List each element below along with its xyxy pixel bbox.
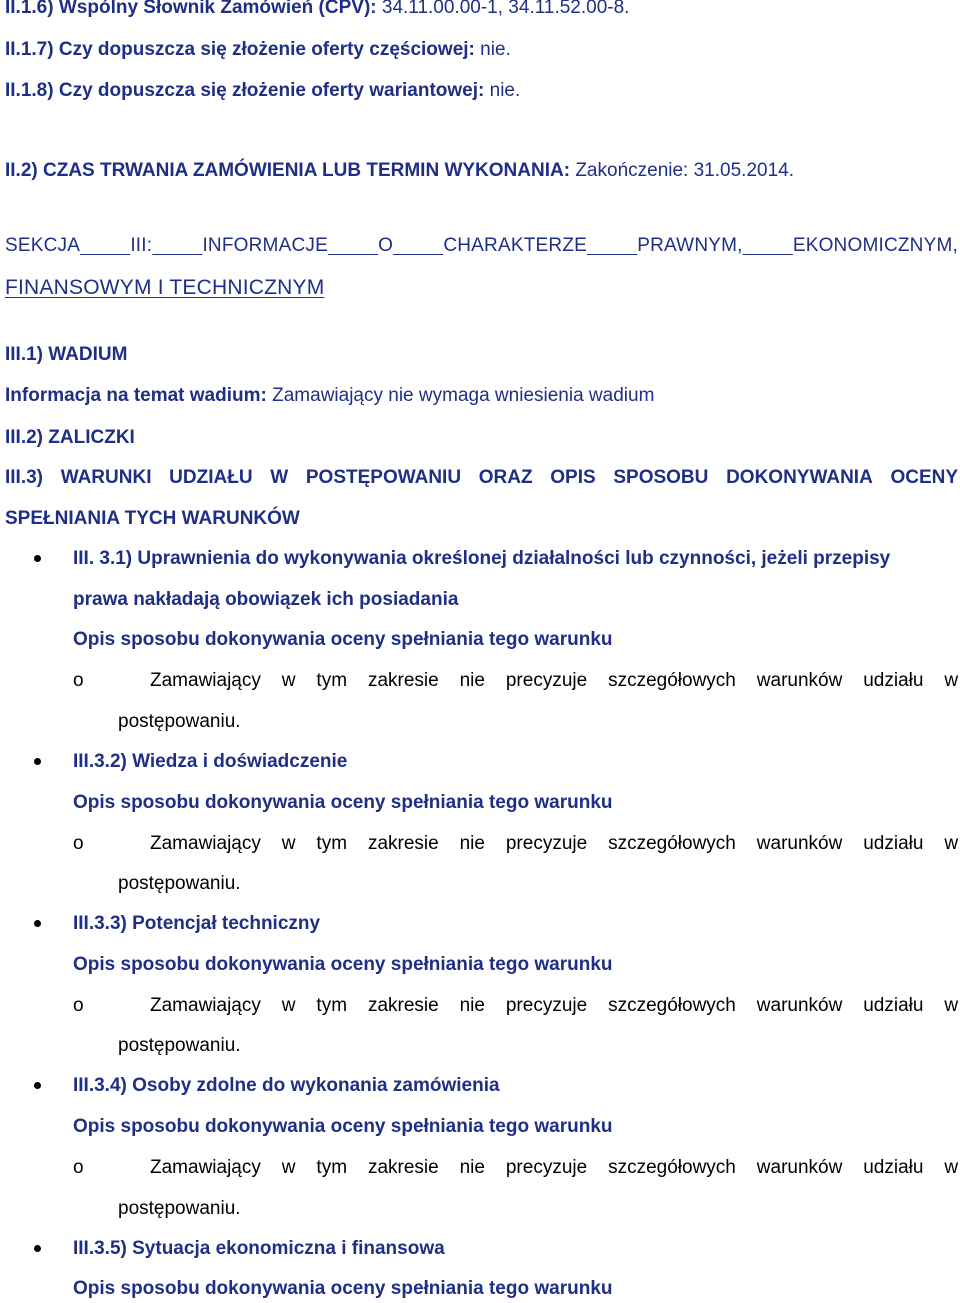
item-sub-text xyxy=(150,669,958,693)
variant-offer-value: nie. xyxy=(489,80,521,101)
duration-value: Zakończenie: 31.05.2014. xyxy=(575,160,794,181)
item-opis: Opis sposobu dokonywania oceny spełniania tego warunku xyxy=(73,1278,613,1299)
item-opis: Opis sposobu dokonywania oceny spełniania tego warunku xyxy=(73,1116,613,1137)
word: szczegółowych xyxy=(608,995,736,1016)
word: w xyxy=(281,1157,296,1178)
item-sub-cont: postępowaniu. xyxy=(118,711,241,732)
item-heading: III.3.2) Wiedza i doświadczenie xyxy=(73,751,348,772)
item-heading: III.3.5) Sytuacja ekonomiczna i finansowa xyxy=(73,1238,445,1259)
word: w xyxy=(281,670,296,691)
word: WARUNKI xyxy=(60,467,152,488)
duration-line xyxy=(5,159,794,183)
cpv-line xyxy=(5,0,629,20)
word: precyzuje xyxy=(505,995,588,1016)
bullet-icon xyxy=(34,555,41,562)
variant-offer-label: II.1.8) Czy dopuszcza się złożenie oferty wariantowej: xyxy=(5,80,485,101)
circle-bullet-icon: o xyxy=(73,995,84,1016)
word: warunków xyxy=(756,1157,843,1178)
word: DOKONYWANIA xyxy=(726,467,873,488)
word: POSTĘPOWANIU xyxy=(305,467,462,488)
word: W xyxy=(270,467,289,488)
item-heading-cont: prawa nakładają obowiązek ich posiadania xyxy=(73,589,459,610)
word: szczegółowych xyxy=(608,1157,736,1178)
section-title-line-1 xyxy=(5,234,958,258)
partial-offer-label: II.1.7) Czy dopuszcza się złożenie oferty częściowej: xyxy=(5,39,475,60)
item-heading: III.3.4) Osoby zdolne do wykonania zamówienia xyxy=(73,1075,500,1096)
word: nie xyxy=(459,833,485,854)
word: zakresie xyxy=(367,1157,439,1178)
circle-bullet-icon: o xyxy=(73,833,84,854)
word: tym xyxy=(316,833,348,854)
word: w xyxy=(944,833,959,854)
word: INFORMACJE xyxy=(202,235,328,256)
wadium-line xyxy=(5,384,654,408)
word: III.3) xyxy=(5,467,44,488)
word: EKONOMICZNYM, xyxy=(792,235,958,256)
circle-bullet-icon: o xyxy=(73,670,84,691)
word: O xyxy=(378,235,394,256)
item-sub-cont: postępowaniu. xyxy=(118,873,241,894)
word: SPOSOBU xyxy=(613,467,709,488)
word: PRAWNYM, xyxy=(637,235,743,256)
zaliczki-heading: III.2) ZALICZKI xyxy=(5,427,135,448)
word: tym xyxy=(316,995,348,1016)
word: ORAZ xyxy=(478,467,533,488)
word: Zamawiający xyxy=(150,1157,261,1178)
word: udziału xyxy=(863,833,924,854)
bullet-icon xyxy=(34,920,41,927)
word: warunków xyxy=(756,833,843,854)
item-sub-text xyxy=(150,994,958,1018)
word: w xyxy=(944,670,959,691)
warunki-heading-line-2: SPEŁNIANIA TYCH WARUNKÓW xyxy=(5,508,300,529)
bullet-icon xyxy=(34,758,41,765)
cpv-label: II.1.6) Wspólny Słownik Zamówień (CPV): xyxy=(5,0,377,18)
bullet-icon xyxy=(34,1082,41,1089)
item-opis: Opis sposobu dokonywania oceny spełniania tego warunku xyxy=(73,629,613,650)
word: szczegółowych xyxy=(608,670,736,691)
cpv-value: 34.11.00.00-1, 34.11.52.00-8. xyxy=(381,0,630,18)
word: szczegółowych xyxy=(608,833,736,854)
word: udziału xyxy=(863,670,924,691)
word: tym xyxy=(316,670,348,691)
item-sub-cont: postępowaniu. xyxy=(118,1035,241,1056)
item-opis: Opis sposobu dokonywania oceny spełniania tego warunku xyxy=(73,954,613,975)
word: udziału xyxy=(863,995,924,1016)
word: warunków xyxy=(756,995,843,1016)
item-sub-text xyxy=(150,1156,958,1180)
bullet-icon xyxy=(34,1245,41,1252)
word: w xyxy=(944,995,959,1016)
word: w xyxy=(944,1157,959,1178)
word: OCENY xyxy=(890,467,959,488)
word: UDZIAŁU xyxy=(169,467,253,488)
section-title-line-2: FINANSOWYM I TECHNICZNYM xyxy=(5,276,325,299)
word: SEKCJA xyxy=(5,235,81,256)
word: precyzuje xyxy=(505,1157,588,1178)
wadium-heading: III.1) WADIUM xyxy=(5,344,128,365)
word: precyzuje xyxy=(505,833,588,854)
wadium-value: Zamawiający nie wymaga wniesienia wadium xyxy=(272,385,655,406)
duration-label: II.2) CZAS TRWANIA ZAMÓWIENIA LUB TERMIN WYKONANIA: xyxy=(5,160,571,181)
item-heading: III.3.3) Potencjał techniczny xyxy=(73,913,321,934)
word: Zamawiający xyxy=(150,995,261,1016)
item-heading: III. 3.1) Uprawnienia do wykonywania określonej działalności lub czynności, jeżeli przepisy xyxy=(73,548,891,569)
circle-bullet-icon: o xyxy=(73,1157,84,1178)
word: Zamawiający xyxy=(150,670,261,691)
word: precyzuje xyxy=(505,670,588,691)
warunki-heading-line-1 xyxy=(5,466,958,490)
item-sub-cont: postępowaniu. xyxy=(118,1198,241,1219)
partial-offer-value: nie. xyxy=(480,39,511,60)
word: tym xyxy=(316,1157,348,1178)
word: w xyxy=(281,833,296,854)
wadium-label: Informacja na temat wadium: xyxy=(5,385,267,406)
word: udziału xyxy=(863,1157,924,1178)
word: nie xyxy=(459,1157,485,1178)
word: w xyxy=(281,995,296,1016)
partial-offer-line xyxy=(5,38,511,62)
word: Zamawiający xyxy=(150,833,261,854)
word: warunków xyxy=(756,670,843,691)
word: zakresie xyxy=(367,833,439,854)
item-sub-text xyxy=(150,832,958,856)
word: zakresie xyxy=(367,995,439,1016)
word: nie xyxy=(459,995,485,1016)
word: OPIS xyxy=(550,467,596,488)
word: CHARAKTERZE xyxy=(443,235,588,256)
variant-offer-line xyxy=(5,79,520,103)
word: nie xyxy=(459,670,485,691)
word: zakresie xyxy=(367,670,439,691)
word: III: xyxy=(130,235,153,256)
item-opis: Opis sposobu dokonywania oceny spełniania tego warunku xyxy=(73,792,613,813)
